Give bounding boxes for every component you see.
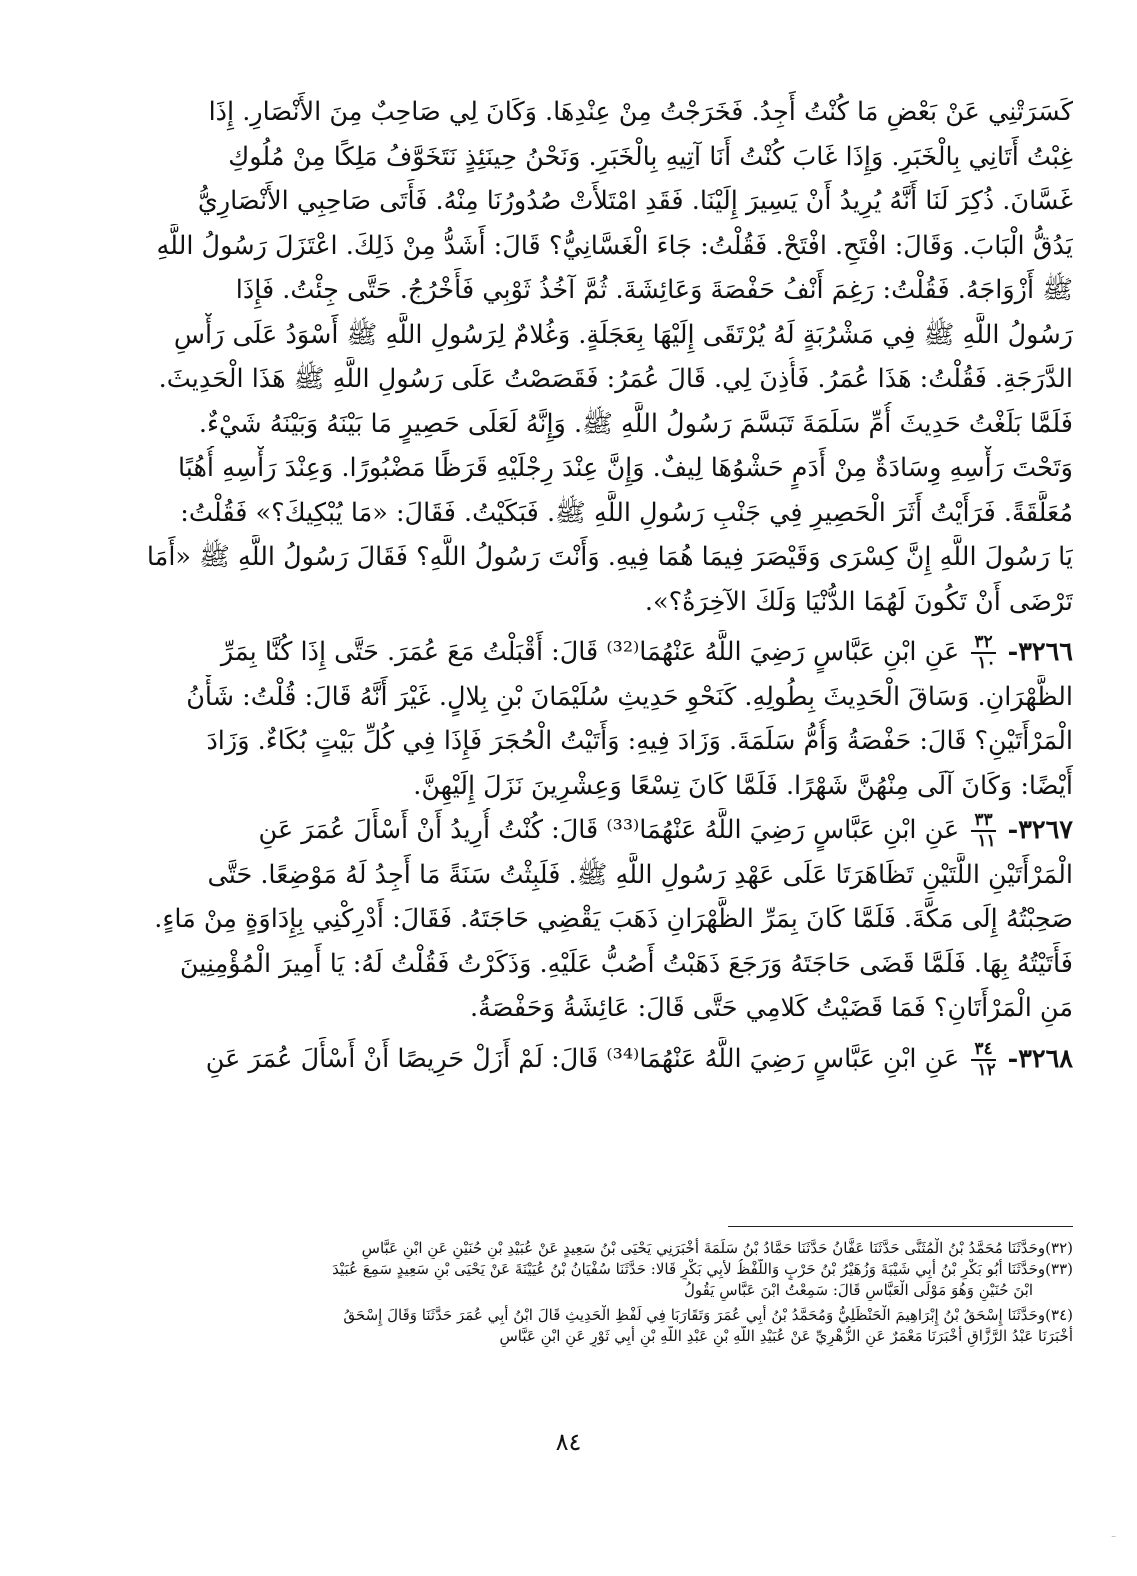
- hadith-first-line: [73, 808, 1073, 853]
- hadith-first-line: [73, 630, 1073, 675]
- text-line: رَسُولُ اللَّهِ ﷺ فِي مَشْرُبَةٍ لَهُ يُرْتَقَى إِلَيْهَا بِعَجَلَةٍ. وَغُلامٌ لِرَسُولِ اللَّهِ ﷺ أَسْوَدُ عَلَى رَأْسِ: [173, 319, 1073, 350]
- hadith-first-line: [73, 1037, 1073, 1082]
- text-line: مَنِ الْمَرْأَتَانِ؟ فَمَا قَضَيْتُ كَلامِي حَتَّى قَالَ: عَائِشَةُ وَحَفْصَةُ.: [470, 993, 1073, 1023]
- text-line: الْمَرْأَتَيْنِ؟ قَالَ: حَفْصَةُ وَأُمُّ سَلَمَةَ. وَزَادَ فِيهِ: وَأَتَيْتُ الْحُجَرَ فَإِذَا فِي كُلِّ بَيْتٍ بُكَاءٌ. وَزَادَ: [206, 726, 1073, 756]
- hadith-number: ٣٢٦٦-: [1007, 637, 1073, 667]
- hadith-fraction: [971, 634, 995, 672]
- text-line: فَأَتَيْتُهُ بِهَا. فَلَمَّا قَضَى حَاجَتَهُ وَرَجَعَ ذَهَبْتُ أَصُبُّ عَلَيْهِ. وَذَكَرْتُ فَقُلْتُ لَهُ: يَا أَمِيرَ الْمُؤْمِنِينَ: [179, 948, 1073, 979]
- text-line: الْمَرْأَتَيْنِ اللَّتَيْنِ تَظَاهَرَتَا عَلَى عَهْدِ رَسُولِ اللَّهِ ﷺ. فَلَبِثْتُ سَنَةً مَا أَجِدُ لَهُ مَوْضِعًا. حَتَّى: [207, 859, 1073, 890]
- page-number: ٨٤: [555, 1428, 582, 1456]
- text-line: ﷺ أَزْوَاجَهُ. فَقُلْتُ: رَغِمَ أَنْفُ حَفْصَةَ وَعَائِشَةَ. ثُمَّ آخُذُ ثَوْبِي فَأَخْرُجُ. حَتَّى جِئْتُ. فَإِذَا: [235, 275, 1073, 305]
- hadith-text: عَنِ ابْنِ عَبَّاسٍ رَضِيَ اللَّهُ عَنْهُمَا⁽³³⁾ قَالَ: كُنْتُ أُرِيدُ أَنْ أَسْأَلَ عُمَرَ عَنِ: [258, 815, 960, 845]
- text-line: أَيْضًا: وَكَانَ آلَى مِنْهُنَّ شَهْرًا. فَلَمَّا كَانَ تِسْعًا وَعِشْرِينَ نَزَلَ إِلَيْهِنَّ.: [413, 770, 1073, 801]
- text-line: يَدُقُّ الْبَابَ. وَقَالَ: افْتَحِ. افْتَحْ. فَقُلْتُ: جَاءَ الْغَسَّانِيُّ؟ قَالَ: أَشَدُّ مِنْ ذَلِكَ. اعْتَزَلَ رَسُولُ اللَّهِ: [156, 230, 1073, 261]
- fraction-top: ٣٤: [971, 1041, 995, 1061]
- hadith-fraction: [971, 812, 995, 850]
- hadith-text: عَنِ ابْنِ عَبَّاسٍ رَضِيَ اللَّهُ عَنْهُمَا⁽³⁴⁾ قَالَ: لَمْ أَزَلْ حَرِيصًا أَنْ أَسْأَلَ عُمَرَ عَنِ: [205, 1043, 960, 1074]
- text-line: كَسَرَتْنِي عَنْ بَعْضِ مَا كُنْتُ أَجِدُ. فَخَرَجْتُ مِنْ عِنْدِهَا. وَكَانَ لِي صَاحِبٌ مِنَ الأَنْصَارِ. إِذَا: [208, 97, 1073, 127]
- hadith-3266: [73, 630, 1073, 808]
- text-line: وَتَحْتَ رَأْسِهِ وِسَادَةٌ مِنْ أَدَمٍ حَشْوُهَا لِيفٌ. وَإِنَّ عِنْدَ رِجْلَيْهِ قَرَظًا مَضْبُورًا. وَعِنْدَ رَأْسِهِ أُهُبًا: [178, 453, 1073, 483]
- hadith-fraction: [971, 1038, 996, 1080]
- text-line: غَسَّانَ. ذُكِرَ لَنَا أَنَّهُ يُرِيدُ أَنْ يَسِيرَ إِلَيْنَا. فَقَدِ امْتَلأَتْ صُدُورُنَا مِنْهُ. فَأَتَى صَاحِبِي الأَنْصَارِيُّ: [197, 186, 1073, 216]
- footnote-32: (٣٢)وحَدَّثَنَا مُحَمَّدُ بْنُ الْمُثَنَّى حَدَّثَنَا عَفَّانُ حَدَّثَنَا حَمَّادُ بْنُ سَلَمَةَ أَخْبَرَنِي يَحْيَى بْنُ سَعِيدٍ عَنْ عُبَيْدِ بْنِ حُنَيْنٍ عَنِ ابْنِ عَبَّاسٍ: [361, 1239, 1073, 1257]
- hadith-3268: [73, 1037, 1073, 1082]
- text-line: صَحِبْتُهُ إِلَى مَكَّةَ. فَلَمَّا كَانَ بِمَرِّ الظَّهْرَانِ ذَهَبَ يَقْضِي حَاجَتَهُ. فَقَالَ: أَدْرِكْنِي بِإِدَاوَةٍ مِنْ مَاءٍ.: [154, 904, 1073, 934]
- text-line: الدَّرَجَةِ. فَقُلْتُ: هَذَا عُمَرُ. فَأُذِنَ لِي. قَالَ عُمَرُ: فَقَصَصْتُ عَلَى رَسُولِ اللَّهِ ﷺ هَذَا الْحَدِيثَ.: [158, 364, 1073, 394]
- footnote-34: (٣٤)وحَدَّثَنَا إِسْحَقُ بْنُ إِبْرَاهِيمَ الْحَنْظَلِيُّ وَمُحَمَّدُ بْنُ أَبِي عُمَرَ وَتَقَارَبَا فِي لَفْظِ الْحَدِيثِ قَالَ ابْنُ أَبِي عُمَرَ حَدَّثَنَا وَقَالَ إِسْحَقُ: [343, 1306, 1073, 1324]
- text-line: فَلَمَّا بَلَغْتُ حَدِيثَ أُمِّ سَلَمَةَ تَبَسَّمَ رَسُولُ اللَّهِ ﷺ. وَإِنَّهُ لَعَلَى حَصِيرٍ مَا بَيْنَهُ وَبَيْنَهُ شَيْءٌ.: [198, 408, 1073, 439]
- footnote-34-continued: أَخْبَرَنَا عَبْدُ الرَّزَّاقِ أَخْبَرَنَا مَعْمَرٌ عَنِ الزُّهْرِيِّ عَنْ عُبَيْدِ اللَّهِ بْنِ عَبْدِ اللَّهِ بْنِ أَبِي ثَوْرٍ عَنِ ابْنِ عَبَّاسٍ: [499, 1327, 1073, 1345]
- fraction-bottom: ١٠: [977, 653, 996, 673]
- hadith-number: ٣٢٦٨-: [1007, 1043, 1073, 1074]
- footnote-33: (٣٣)وحَدَّثَنَا أَبُو بَكْرِ بْنُ أَبِي شَيْبَةَ وَزُهَيْرُ بْنُ حَرْبٍ وَاللَّفْظُ لأَبِي بَكْرٍ قَالا: حَدَّثَنَا سُفْيَانُ بْنُ عُيَيْنَةَ عَنْ يَحْيَى بْنِ سَعِيدٍ سَمِعَ عُبَيْدَ: [332, 1260, 1073, 1278]
- text-line: الظَّهْرَانِ. وَسَاقَ الْحَدِيثَ بِطُولِهِ. كَنَحْوِ حَدِيثِ سُلَيْمَانَ بْنِ بِلالٍ. غَيْرَ أَنَّهُ قَالَ: قُلْتُ: شَأْنُ: [186, 681, 1073, 712]
- fraction-bottom: ١١: [977, 831, 996, 851]
- footnote-33-continued: ابْنَ حُنَيْنٍ وَهُوَ مَوْلَى الْعَبَّاسِ قَالَ: سَمِعْتُ ابْنَ عَبَّاسٍ يَقُولُ: [684, 1281, 1033, 1299]
- hadith-3267: [73, 808, 1073, 1031]
- text-line: تَرْضَى أَنْ تَكُونَ لَهُمَا الدُّنْيَا وَلَكَ الآخِرَةُ؟».: [644, 586, 1073, 617]
- margin-mark: ⁻: [1111, 1534, 1117, 1545]
- text-line: غِبْتُ أَتَانِي بِالْخَبَرِ. وَإِذَا غَابَ كُنْتُ أَنَا آتِيهِ بِالْخَبَرِ. وَنَحْنُ حِينَئِذٍ نَتَخَوَّفُ مَلِكًا مِنْ مُلُوكِ: [228, 141, 1073, 172]
- main-text: [73, 90, 1073, 1081]
- hadith-number: ٣٢٦٧-: [1007, 815, 1073, 845]
- text-line: يَا رَسُولَ اللَّهِ إِنَّ كِسْرَى وَقَيْصَرَ فِيمَا هُمَا فِيهِ. وَأَنْتَ رَسُولُ اللَّهِ؟ فَقَالَ رَسُولُ اللَّهِ ﷺ «أَمَا: [146, 542, 1073, 572]
- fraction-bottom: ١٢: [977, 1059, 996, 1080]
- hadith-text: عَنِ ابْنِ عَبَّاسٍ رَضِيَ اللَّهُ عَنْهُمَا⁽³²⁾ قَالَ: أَقْبَلْتُ مَعَ عُمَرَ. حَتَّى إِذَا كُنَّا بِمَرِّ: [220, 637, 960, 667]
- footnotes: [73, 1238, 1073, 1347]
- fraction-top: ٣٣: [971, 812, 995, 832]
- text-line: مُعَلَّقَةً. فَرَأَيْتُ أَثَرَ الْحَصِيرِ فِي جَنْبِ رَسُولِ اللَّهِ ﷺ. فَبَكَيْتُ. فَقَالَ: «مَا يُبْكِيكَ؟» فَقُلْتُ:: [180, 497, 1073, 528]
- footnote-separator: [728, 1226, 1073, 1227]
- fraction-top: ٣٢: [971, 634, 995, 654]
